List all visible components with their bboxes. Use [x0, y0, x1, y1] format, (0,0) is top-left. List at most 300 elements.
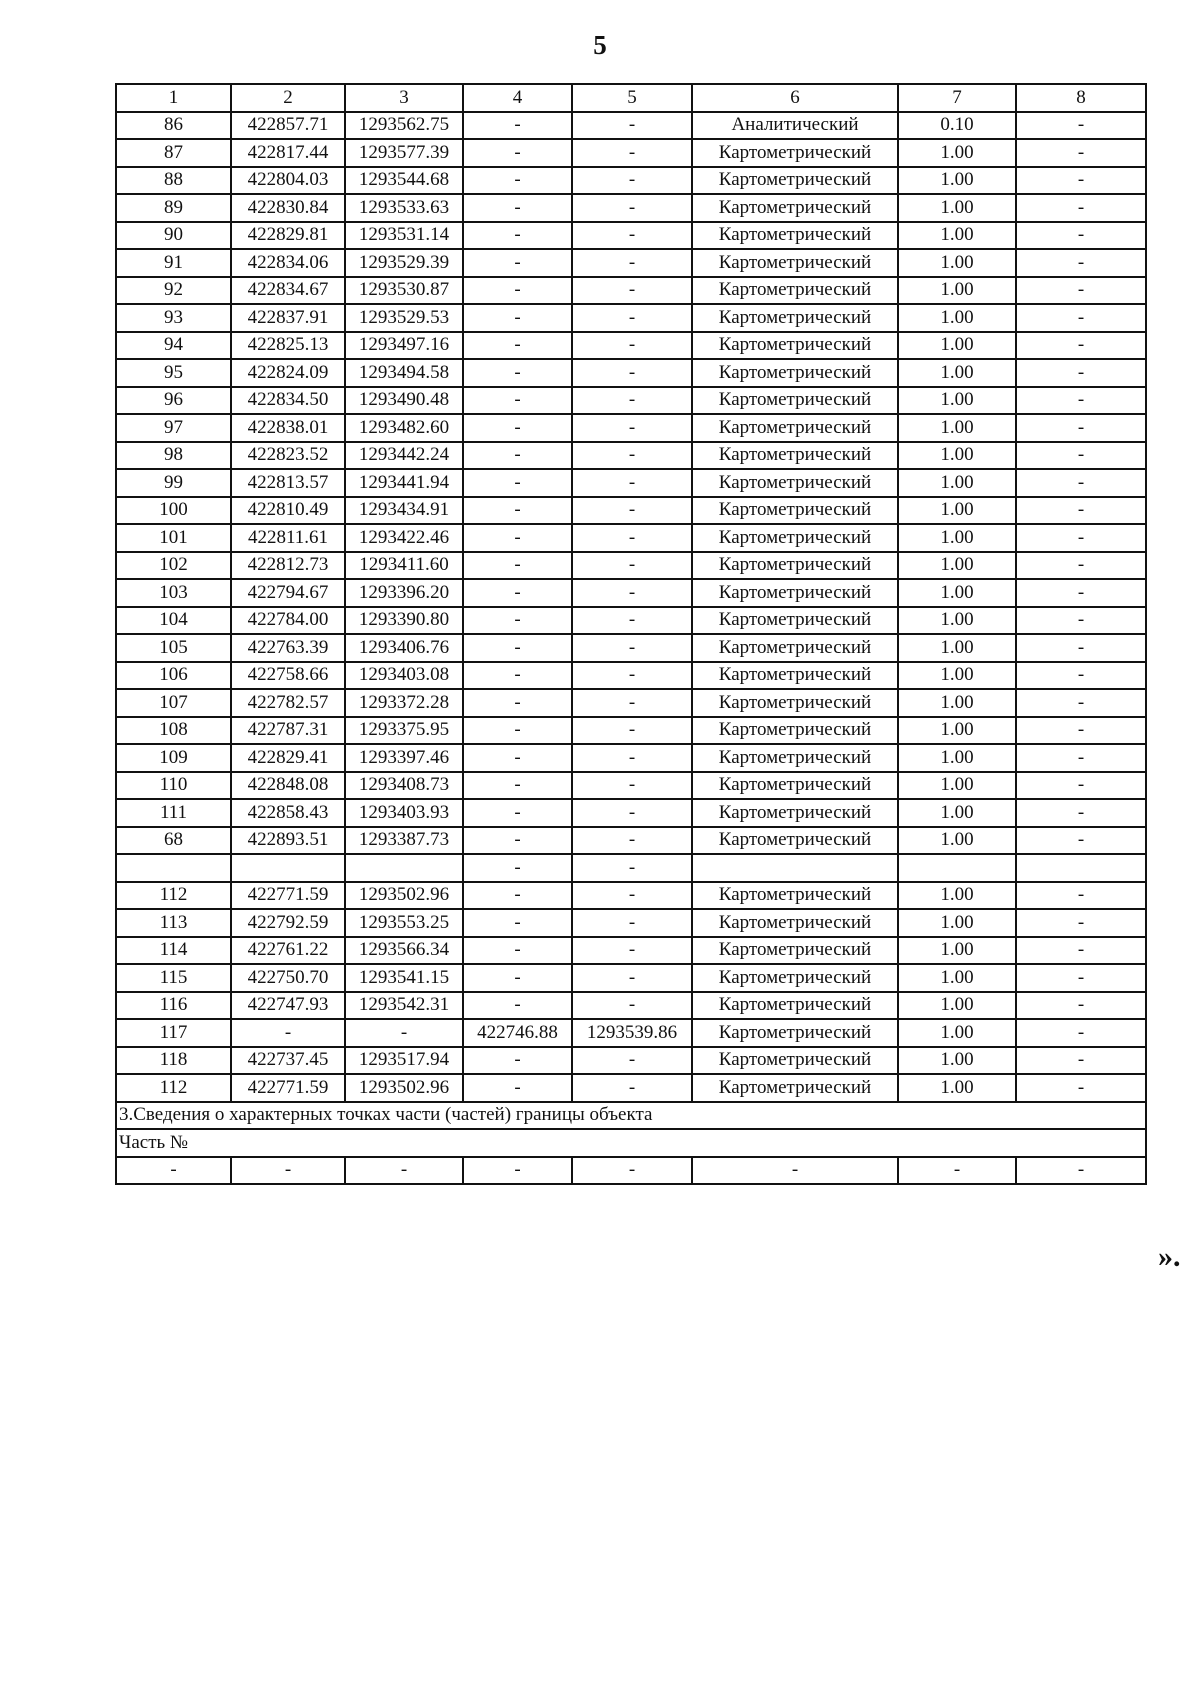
page-number: 5 — [593, 30, 607, 60]
cell-accuracy: 1.00 — [898, 607, 1016, 635]
cell-y-coordinate: 3 — [345, 84, 463, 112]
cell-point-number: 98 — [116, 442, 231, 470]
cell-point-number: 114 — [116, 937, 231, 965]
cell-x-new: - — [463, 112, 572, 140]
cell-x-new: - — [463, 414, 572, 442]
cell-y-coordinate: 1293372.28 — [345, 689, 463, 717]
table-row — [116, 689, 1146, 717]
cell-y-new: - — [572, 1157, 692, 1185]
cell-point-number: 117 — [116, 1019, 231, 1047]
cell-y-new: - — [572, 1074, 692, 1102]
cell-x-coordinate: 422817.44 — [231, 139, 345, 167]
cell-y-coordinate: 1293530.87 — [345, 277, 463, 305]
cell-y-coordinate: 1293434.91 — [345, 497, 463, 525]
cell-y-new: - — [572, 662, 692, 690]
cell-x-new: - — [463, 497, 572, 525]
cell-description: - — [1016, 194, 1146, 222]
table-row — [116, 332, 1146, 360]
cell-x-coordinate: 422823.52 — [231, 442, 345, 470]
cell-x-coordinate: 422893.51 — [231, 827, 345, 855]
cell-point-number: 102 — [116, 552, 231, 580]
cell-description: - — [1016, 497, 1146, 525]
cell-accuracy: 1.00 — [898, 772, 1016, 800]
cell-y-new: - — [572, 222, 692, 250]
cell-x-coordinate: 422784.00 — [231, 607, 345, 635]
table-row — [116, 249, 1146, 277]
cell-x-new: - — [463, 882, 572, 910]
cell-point-number: 115 — [116, 964, 231, 992]
cell-description: - — [1016, 524, 1146, 552]
cell-x-new: - — [463, 304, 572, 332]
cell-y-new: - — [572, 909, 692, 937]
cell-y-coordinate: 1293541.15 — [345, 964, 463, 992]
cell-accuracy: 1.00 — [898, 937, 1016, 965]
table-row — [116, 524, 1146, 552]
cell-y-coordinate: 1293544.68 — [345, 167, 463, 195]
cell-y-coordinate: 1293542.31 — [345, 992, 463, 1020]
cell-x-coordinate: 422787.31 — [231, 717, 345, 745]
cell-y-new: - — [572, 139, 692, 167]
cell-accuracy: 1.00 — [898, 469, 1016, 497]
cell-y-coordinate: 1293396.20 — [345, 579, 463, 607]
cell-x-new: - — [463, 634, 572, 662]
cell-y-new: - — [572, 937, 692, 965]
cell-x-new: - — [463, 717, 572, 745]
cell-method — [692, 854, 898, 882]
table-row — [116, 882, 1146, 910]
cell-accuracy: 1.00 — [898, 442, 1016, 470]
cell-y-coordinate: 1293497.16 — [345, 332, 463, 360]
cell-y-new: - — [572, 964, 692, 992]
cell-x-coordinate: 422857.71 — [231, 112, 345, 140]
cell-y-new: - — [572, 854, 692, 882]
cell-y-new: - — [572, 194, 692, 222]
cell-y-coordinate: 1293422.46 — [345, 524, 463, 552]
cell-accuracy: 1.00 — [898, 552, 1016, 580]
cell-x-new: - — [463, 1047, 572, 1075]
cell-point-number: 106 — [116, 662, 231, 690]
cell-y-coordinate: 1293502.96 — [345, 882, 463, 910]
cell-y-new: - — [572, 992, 692, 1020]
cell-description — [1016, 854, 1146, 882]
cell-accuracy: 1.00 — [898, 139, 1016, 167]
table-row — [116, 497, 1146, 525]
cell-x-coordinate: 422761.22 — [231, 937, 345, 965]
cell-method: Картометрический — [692, 497, 898, 525]
cell-description: - — [1016, 277, 1146, 305]
cell-accuracy: 1.00 — [898, 827, 1016, 855]
table-last-row — [116, 1157, 1146, 1185]
cell-accuracy: 1.00 — [898, 1019, 1016, 1047]
cell-method: Картометрический — [692, 222, 898, 250]
table-body — [116, 84, 1146, 1184]
cell-y-coordinate: 1293375.95 — [345, 717, 463, 745]
cell-y-new: 5 — [572, 84, 692, 112]
cell-y-coordinate: 1293482.60 — [345, 414, 463, 442]
table-row — [116, 799, 1146, 827]
cell-method: Картометрический — [692, 304, 898, 332]
cell-description: - — [1016, 1047, 1146, 1075]
cell-x-coordinate: 422771.59 — [231, 1074, 345, 1102]
cell-method: Картометрический — [692, 607, 898, 635]
cell-accuracy: 1.00 — [898, 1074, 1016, 1102]
cell-x-coordinate: 422812.73 — [231, 552, 345, 580]
cell-method: Картометрический — [692, 634, 898, 662]
cell-x-coordinate: 422824.09 — [231, 359, 345, 387]
cell-method: Картометрический — [692, 414, 898, 442]
cell-method: Картометрический — [692, 552, 898, 580]
cell-y-coordinate: 1293403.93 — [345, 799, 463, 827]
cell-x-new: - — [463, 524, 572, 552]
table-row — [116, 909, 1146, 937]
part-label: Часть № — [116, 1129, 1146, 1157]
cell-x-coordinate: - — [231, 1019, 345, 1047]
cell-accuracy: 1.00 — [898, 964, 1016, 992]
cell-point-number: 118 — [116, 1047, 231, 1075]
cell-y-new: - — [572, 799, 692, 827]
table-row — [116, 194, 1146, 222]
cell-accuracy: 1.00 — [898, 222, 1016, 250]
cell-y-new: - — [572, 112, 692, 140]
cell-point-number: 90 — [116, 222, 231, 250]
cell-point-number: 94 — [116, 332, 231, 360]
cell-x-new: - — [463, 937, 572, 965]
cell-x-new: - — [463, 332, 572, 360]
cell-x-coordinate: 422810.49 — [231, 497, 345, 525]
cell-point-number — [116, 854, 231, 882]
cell-accuracy: 1.00 — [898, 194, 1016, 222]
table-row — [116, 662, 1146, 690]
table-row — [116, 964, 1146, 992]
cell-y-coordinate: 1293494.58 — [345, 359, 463, 387]
cell-method: Картометрический — [692, 249, 898, 277]
table-row — [116, 442, 1146, 470]
cell-y-new: - — [572, 332, 692, 360]
cell-x-new: - — [463, 387, 572, 415]
cell-y-new: - — [572, 249, 692, 277]
cell-x-coordinate: 422792.59 — [231, 909, 345, 937]
cell-y-coordinate: 1293517.94 — [345, 1047, 463, 1075]
cell-accuracy: 1.00 — [898, 497, 1016, 525]
cell-x-new: - — [463, 1074, 572, 1102]
cell-y-new: - — [572, 167, 692, 195]
cell-point-number: 111 — [116, 799, 231, 827]
cell-x-coordinate: 422782.57 — [231, 689, 345, 717]
cell-description: - — [1016, 827, 1146, 855]
cell-accuracy: 1.00 — [898, 249, 1016, 277]
cell-y-coordinate: 1293403.08 — [345, 662, 463, 690]
cell-accuracy: 1.00 — [898, 304, 1016, 332]
cell-description: - — [1016, 634, 1146, 662]
cell-method: Картометрический — [692, 359, 898, 387]
cell-method: - — [692, 1157, 898, 1185]
cell-description: - — [1016, 717, 1146, 745]
cell-accuracy: 1.00 — [898, 689, 1016, 717]
cell-y-new: - — [572, 469, 692, 497]
cell-x-coordinate: 422837.91 — [231, 304, 345, 332]
table-header-row — [116, 84, 1146, 112]
cell-point-number: 112 — [116, 882, 231, 910]
table-row — [116, 469, 1146, 497]
cell-x-coordinate: 422758.66 — [231, 662, 345, 690]
cell-accuracy: 1.00 — [898, 1047, 1016, 1075]
cell-accuracy: 1.00 — [898, 387, 1016, 415]
table-row — [116, 772, 1146, 800]
cell-x-coordinate: 422750.70 — [231, 964, 345, 992]
cell-description: - — [1016, 442, 1146, 470]
cell-point-number: 103 — [116, 579, 231, 607]
cell-point-number: 109 — [116, 744, 231, 772]
table-row — [116, 414, 1146, 442]
cell-method: Картометрический — [692, 937, 898, 965]
cell-method: Картометрический — [692, 469, 898, 497]
cell-method: Картометрический — [692, 827, 898, 855]
cell-x-new: - — [463, 1157, 572, 1185]
cell-x-coordinate — [231, 854, 345, 882]
cell-y-new: - — [572, 442, 692, 470]
cell-point-number: 1 — [116, 84, 231, 112]
cell-y-new: - — [572, 607, 692, 635]
table-row — [116, 222, 1146, 250]
cell-x-new: - — [463, 167, 572, 195]
cell-y-new: - — [572, 772, 692, 800]
cell-description: - — [1016, 744, 1146, 772]
cell-method: Картометрический — [692, 964, 898, 992]
cell-x-new: - — [463, 469, 572, 497]
cell-x-coordinate: 422829.81 — [231, 222, 345, 250]
cell-accuracy: 1.00 — [898, 882, 1016, 910]
cell-y-coordinate: - — [345, 1157, 463, 1185]
cell-description: - — [1016, 359, 1146, 387]
cell-x-coordinate: 2 — [231, 84, 345, 112]
cell-method: Картометрический — [692, 799, 898, 827]
cell-x-new: - — [463, 854, 572, 882]
cell-description: - — [1016, 139, 1146, 167]
cell-method: Аналитический — [692, 112, 898, 140]
cell-y-new: - — [572, 552, 692, 580]
table-row — [116, 552, 1146, 580]
cell-description: - — [1016, 964, 1146, 992]
cell-y-new: - — [572, 744, 692, 772]
cell-method: Картометрический — [692, 194, 898, 222]
cell-x-coordinate: - — [231, 1157, 345, 1185]
cell-description: - — [1016, 662, 1146, 690]
cell-accuracy: 1.00 — [898, 662, 1016, 690]
cell-y-new: - — [572, 689, 692, 717]
table-row — [116, 112, 1146, 140]
cell-description: - — [1016, 1074, 1146, 1102]
cell-method: Картометрический — [692, 992, 898, 1020]
cell-description: - — [1016, 469, 1146, 497]
cell-x-coordinate: 422813.57 — [231, 469, 345, 497]
cell-y-new: - — [572, 414, 692, 442]
cell-description: - — [1016, 799, 1146, 827]
cell-point-number: - — [116, 1157, 231, 1185]
cell-accuracy: 1.00 — [898, 332, 1016, 360]
cell-y-coordinate: 1293566.34 — [345, 937, 463, 965]
cell-method: Картометрический — [692, 689, 898, 717]
cell-x-new: 4 — [463, 84, 572, 112]
cell-description: - — [1016, 607, 1146, 635]
table-row — [116, 304, 1146, 332]
cell-x-coordinate: 422834.67 — [231, 277, 345, 305]
coordinates-table — [115, 83, 1147, 1185]
cell-description: - — [1016, 414, 1146, 442]
cell-y-new: 1293539.86 — [572, 1019, 692, 1047]
cell-accuracy: 1.00 — [898, 799, 1016, 827]
cell-x-new: - — [463, 772, 572, 800]
cell-x-coordinate: 422834.50 — [231, 387, 345, 415]
cell-description: - — [1016, 112, 1146, 140]
cell-x-new: - — [463, 689, 572, 717]
cell-method: Картометрический — [692, 882, 898, 910]
cell-accuracy: 1.00 — [898, 277, 1016, 305]
cell-x-new: - — [463, 442, 572, 470]
cell-y-coordinate: 1293406.76 — [345, 634, 463, 662]
table-row — [116, 992, 1146, 1020]
table-row — [116, 1019, 1146, 1047]
cell-point-number: 101 — [116, 524, 231, 552]
cell-x-new: - — [463, 827, 572, 855]
cell-method: Картометрический — [692, 167, 898, 195]
cell-point-number: 112 — [116, 1074, 231, 1102]
section-title-row — [116, 1102, 1146, 1130]
cell-y-new: - — [572, 717, 692, 745]
cell-y-coordinate: 1293442.24 — [345, 442, 463, 470]
cell-method: Картометрический — [692, 1019, 898, 1047]
table-row — [116, 359, 1146, 387]
cell-x-coordinate: 422830.84 — [231, 194, 345, 222]
cell-description: - — [1016, 882, 1146, 910]
cell-y-new: - — [572, 277, 692, 305]
cell-x-new: - — [463, 662, 572, 690]
cell-point-number: 87 — [116, 139, 231, 167]
table-row — [116, 1074, 1146, 1102]
cell-x-new: - — [463, 909, 572, 937]
cell-accuracy: 1.00 — [898, 167, 1016, 195]
cell-accuracy: 1.00 — [898, 524, 1016, 552]
cell-description: - — [1016, 992, 1146, 1020]
cell-y-coordinate: 1293502.96 — [345, 1074, 463, 1102]
cell-accuracy: - — [898, 1157, 1016, 1185]
table-row — [116, 717, 1146, 745]
cell-method: Картометрический — [692, 772, 898, 800]
cell-description: - — [1016, 909, 1146, 937]
cell-y-new: - — [572, 524, 692, 552]
cell-y-coordinate: 1293533.63 — [345, 194, 463, 222]
cell-accuracy: 1.00 — [898, 992, 1016, 1020]
table-row — [116, 607, 1146, 635]
cell-method: Картометрический — [692, 277, 898, 305]
cell-x-coordinate: 422858.43 — [231, 799, 345, 827]
cell-y-coordinate — [345, 854, 463, 882]
table-row — [116, 387, 1146, 415]
cell-point-number: 108 — [116, 717, 231, 745]
cell-x-new: - — [463, 194, 572, 222]
cell-y-coordinate: 1293531.14 — [345, 222, 463, 250]
cell-point-number: 68 — [116, 827, 231, 855]
cell-y-coordinate: 1293529.53 — [345, 304, 463, 332]
cell-description: - — [1016, 772, 1146, 800]
cell-accuracy: 1.00 — [898, 359, 1016, 387]
cell-method: Картометрический — [692, 139, 898, 167]
cell-x-new: - — [463, 552, 572, 580]
table-row — [116, 854, 1146, 882]
cell-point-number: 107 — [116, 689, 231, 717]
cell-point-number: 104 — [116, 607, 231, 635]
cell-description: - — [1016, 1157, 1146, 1185]
table-row — [116, 827, 1146, 855]
cell-method: Картометрический — [692, 524, 898, 552]
cell-y-new: - — [572, 579, 692, 607]
cell-x-coordinate: 422838.01 — [231, 414, 345, 442]
cell-accuracy: 1.00 — [898, 909, 1016, 937]
cell-description: - — [1016, 222, 1146, 250]
cell-y-coordinate: 1293577.39 — [345, 139, 463, 167]
cell-y-coordinate: 1293390.80 — [345, 607, 463, 635]
cell-point-number: 91 — [116, 249, 231, 277]
cell-x-new: - — [463, 964, 572, 992]
cell-x-new: - — [463, 277, 572, 305]
cell-y-coordinate: 1293408.73 — [345, 772, 463, 800]
cell-method: Картометрический — [692, 332, 898, 360]
cell-accuracy: 7 — [898, 84, 1016, 112]
cell-point-number: 100 — [116, 497, 231, 525]
cell-point-number: 89 — [116, 194, 231, 222]
cell-method: Картометрический — [692, 744, 898, 772]
cell-x-new: - — [463, 359, 572, 387]
table-row — [116, 139, 1146, 167]
cell-method: Картометрический — [692, 1074, 898, 1102]
cell-x-new: - — [463, 249, 572, 277]
table-row — [116, 937, 1146, 965]
cell-y-new: - — [572, 634, 692, 662]
cell-point-number: 96 — [116, 387, 231, 415]
cell-point-number: 113 — [116, 909, 231, 937]
cell-x-new: - — [463, 139, 572, 167]
cell-x-new: - — [463, 799, 572, 827]
cell-method: Картометрический — [692, 909, 898, 937]
cell-point-number: 97 — [116, 414, 231, 442]
cell-method: Картометрический — [692, 387, 898, 415]
cell-x-new: - — [463, 222, 572, 250]
cell-point-number: 88 — [116, 167, 231, 195]
cell-x-coordinate: 422794.67 — [231, 579, 345, 607]
cell-accuracy: 1.00 — [898, 414, 1016, 442]
cell-x-coordinate: 422763.39 — [231, 634, 345, 662]
cell-x-new: 422746.88 — [463, 1019, 572, 1047]
cell-y-new: - — [572, 359, 692, 387]
cell-y-coordinate: 1293441.94 — [345, 469, 463, 497]
cell-accuracy: 0.10 — [898, 112, 1016, 140]
cell-x-coordinate: 422829.41 — [231, 744, 345, 772]
cell-y-coordinate: 1293490.48 — [345, 387, 463, 415]
cell-point-number: 92 — [116, 277, 231, 305]
table-row — [116, 634, 1146, 662]
cell-x-coordinate: 422848.08 — [231, 772, 345, 800]
cell-point-number: 86 — [116, 112, 231, 140]
table-row — [116, 167, 1146, 195]
cell-description: - — [1016, 1019, 1146, 1047]
cell-description: - — [1016, 937, 1146, 965]
cell-y-coordinate: 1293411.60 — [345, 552, 463, 580]
cell-description: - — [1016, 332, 1146, 360]
cell-accuracy: 1.00 — [898, 717, 1016, 745]
cell-point-number: 116 — [116, 992, 231, 1020]
cell-description: - — [1016, 249, 1146, 277]
cell-x-coordinate: 422771.59 — [231, 882, 345, 910]
cell-x-coordinate: 422804.03 — [231, 167, 345, 195]
